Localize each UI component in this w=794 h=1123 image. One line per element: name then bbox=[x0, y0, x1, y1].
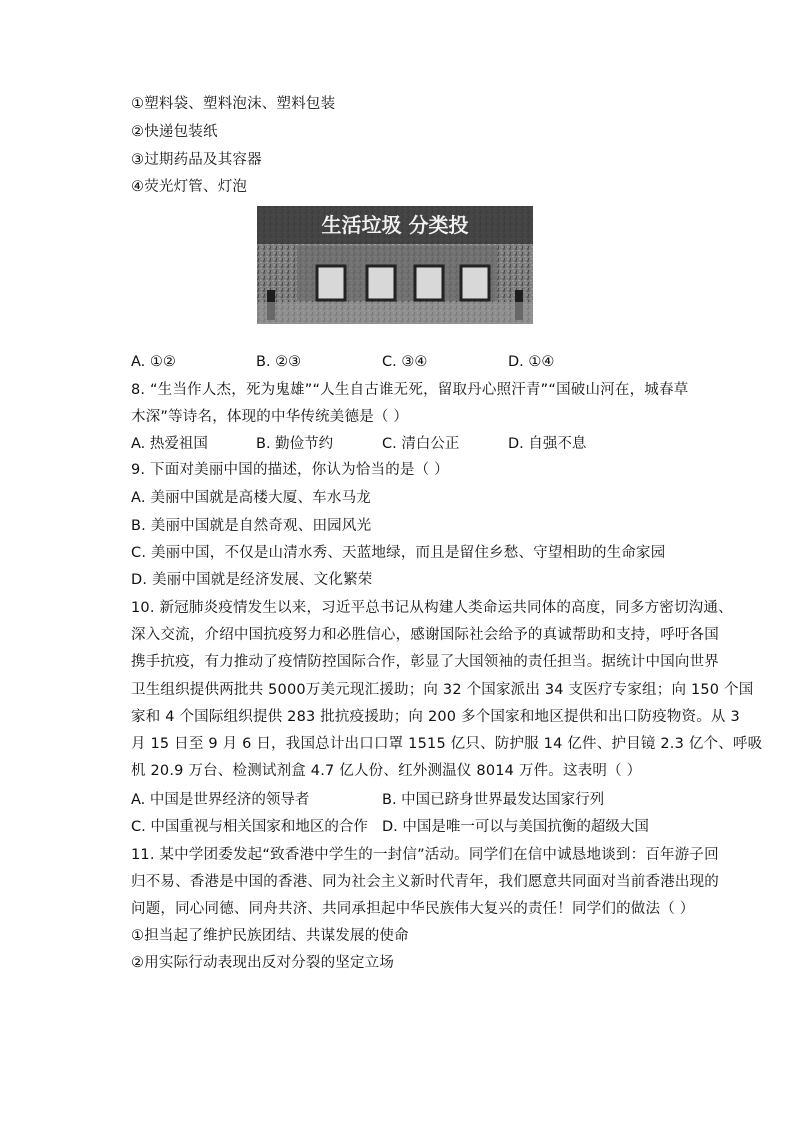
q10-stem-line-7: 机 20.9 万台、检测试剂盒 4.7 亿人份、红外测温仪 8014 万件。这表明（ ） bbox=[131, 763, 642, 779]
item-1: ①塑料袋、塑料泡沫、塑料包装 bbox=[131, 96, 336, 112]
banner-text: 生活垃圾 分类投 bbox=[321, 213, 469, 237]
q10-stem-line-5: 家和 4 个国际组织提供 283 批抗疫援助；向 200 多个国家和地区提供和出口防疫物资。从 3 bbox=[131, 709, 740, 725]
q8-option-a: A. 热爱祖国 bbox=[131, 436, 208, 452]
q7-option-d: D. ①④ bbox=[508, 354, 555, 370]
q10-stem-line-6: 月 15 日至 9 月 6 日，我国总计出口口罩 1515 亿只、防护服 14 亿件、护目镜 2.3 亿个、呼吸 bbox=[131, 736, 763, 752]
q9-option-d: D. 美丽中国就是经济发展、文化繁荣 bbox=[131, 572, 373, 588]
photo-graphic bbox=[257, 206, 533, 324]
q10-stem-line-3: 携手抗疫，有力推动了疫情防控国际合作，彰显了大国领袖的责任担当。据统计中国向世界 bbox=[131, 654, 719, 670]
q11-stem-line-2: 归不易、香港是中国的香港、同为社会主义新时代青年，我们愿意共同面对当前香港出现的 bbox=[131, 874, 719, 890]
item-2: ②快递包装纸 bbox=[131, 124, 218, 140]
q10-option-c: C. 中国重视与相关国家和地区的合作 bbox=[131, 819, 368, 835]
q7-option-c: C. ③④ bbox=[382, 354, 428, 370]
item-3: ③过期药品及其容器 bbox=[131, 152, 262, 168]
q7-option-a: A. ①② bbox=[131, 354, 176, 370]
q11-stem-line-3: 问题，同心同德、同舟共济、共同承担起中华民族伟大复兴的责任！同学们的做法（ ） bbox=[131, 901, 695, 917]
q10-stem-line-2: 深入交流，介绍中国抗疫努力和必胜信心，感谢国际社会给予的真诚帮助和支持，呼吁各国 bbox=[131, 627, 719, 643]
q8-stem-line-1: 8. “生当作人杰，死为鬼雄”“人生自古谁无死，留取丹心照汗青”“国破山河在，城春草 bbox=[131, 382, 689, 398]
q10-option-a: A. 中国是世界经济的领导者 bbox=[131, 792, 310, 808]
q8-option-d: D. 自强不息 bbox=[508, 436, 587, 452]
item-4: ④荧光灯管、灯泡 bbox=[131, 179, 248, 195]
q9-option-c: C. 美丽中国，不仅是山清水秀、天蓝地绿，而且是留住乡愁、守望相助的生命家园 bbox=[131, 545, 666, 561]
q11-item-1: ①担当起了维护民族团结、共谋发展的使命 bbox=[131, 928, 409, 944]
q9-option-b: B. 美丽中国就是自然奇观、田园风光 bbox=[131, 518, 372, 534]
q9-stem: 9. 下面对美丽中国的描述，你认为恰当的是（ ） bbox=[131, 462, 449, 478]
q10-option-b: B. 中国已跻身世界最发达国家行列 bbox=[382, 792, 605, 808]
q8-option-b: B. 勤俭节约 bbox=[256, 436, 334, 452]
q11-item-2: ②用实际行动表现出反对分裂的坚定立场 bbox=[131, 955, 395, 971]
q10-stem-line-1: 10. 新冠肺炎疫情发生以来，习近平总书记从构建人类命运共同体的高度，同多方密切沟通、 bbox=[131, 600, 733, 616]
q11-stem-line-1: 11. 某中学团委发起“致香港中学生的一封信”活动。同学们在信中诚恳地谈到：百年游子回 bbox=[131, 847, 719, 863]
q10-stem-line-4: 卫生组织提供两批共 5000万美元现汇援助；向 32 个国家派出 34 支医疗专家组；向 150 个国 bbox=[131, 682, 754, 698]
q8-stem-line-2: 木深”等诗名，体现的中华传统美德是（ ） bbox=[131, 409, 409, 425]
q8-option-c: C. 清白公正 bbox=[382, 436, 460, 452]
q7-option-b: B. ②③ bbox=[256, 354, 302, 370]
q9-option-a: A. 美丽中国就是高楼大厦、车水马龙 bbox=[131, 490, 371, 506]
q10-option-d: D. 中国是唯一可以与美国抗衡的超级大国 bbox=[382, 819, 649, 835]
garbage-station-photo bbox=[257, 206, 533, 324]
